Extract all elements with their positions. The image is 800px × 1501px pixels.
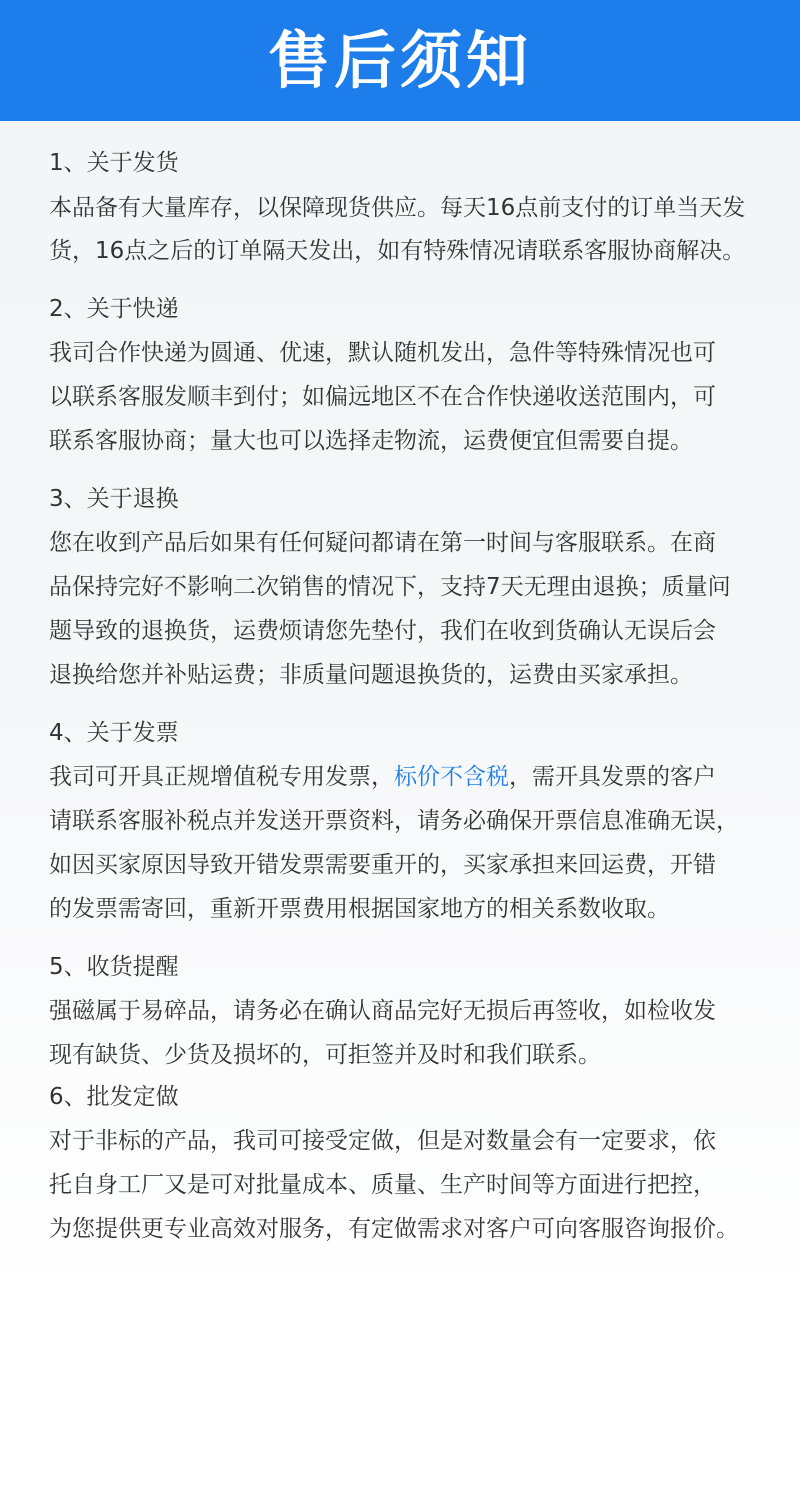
section-text-line: 货，16点之后的订单隔天发出，如有特殊情况请联系客服协商解决。 — [49, 238, 746, 264]
section-text-line: 您在收到产品后如果有任何疑问都请在第一时间与客服联系。在商 — [49, 530, 716, 556]
page-header — [0, 0, 800, 121]
section-text-line: 强磁属于易碎品，请务必在确认商品完好无损后再签收，如检收发 — [49, 998, 716, 1024]
section-text-line: 现有缺货、少货及损坏的，可拒签并及时和我们联系。 — [49, 1042, 601, 1068]
section-text-line: 我司合作快递为圆通、优速，默认随机发出，急件等特殊情况也可 — [49, 340, 716, 366]
invoice-text-start: 我司可开具正规增值税专用发票， — [49, 764, 394, 790]
section-text-line: 联系客服协商；量大也可以选择走物流，运费便宜但需要自提。 — [49, 428, 693, 454]
section-heading-returns: 3、关于退换 — [49, 486, 179, 512]
section-text-line: 托自身工厂又是可对批量成本、质量、生产时间等方面进行把控， — [49, 1172, 716, 1198]
section-text-line — [49, 762, 716, 792]
price-excludes-tax-highlight: 标价不含税 — [394, 764, 509, 790]
section-heading-shipping: 1、关于发货 — [49, 150, 179, 176]
section-text-line: 品保持完好不影响二次销售的情况下，支持7天无理由退换；质量问 — [49, 574, 731, 600]
section-text-line: 对于非标的产品，我司可接受定做，但是对数量会有一定要求，依 — [49, 1128, 716, 1154]
section-text-line: 题导致的退换货，运费烦请您先垫付，我们在收到货确认无误后会 — [49, 618, 716, 644]
section-text-line: 本品备有大量库存，以保障现货供应。每天16点前支付的订单当天发 — [49, 195, 746, 221]
page-title: 售后须知 — [267, 23, 532, 97]
section-heading-invoice: 4、关于发票 — [49, 720, 179, 746]
section-heading-wholesale: 6、批发定做 — [49, 1084, 179, 1110]
invoice-text-end: ，需开具发票的客户 — [509, 764, 716, 790]
section-heading-courier: 2、关于快递 — [49, 296, 179, 322]
section-text-line: 为您提供更专业高效对服务，有定做需求对客户可向客服咨询报价。 — [49, 1216, 739, 1242]
section-text-line: 如因买家原因导致开错发票需要重开的，买家承担来回运费，开错 — [49, 852, 716, 878]
section-text-line: 以联系客服发顺丰到付；如偏远地区不在合作快递收送范围内，可 — [49, 384, 716, 410]
section-text-line: 请联系客服补税点并发送开票资料，请务必确保开票信息准确无误， — [49, 808, 739, 834]
section-text-line: 的发票需寄回，重新开票费用根据国家地方的相关系数收取。 — [49, 896, 670, 922]
section-text-line: 退换给您并补贴运费；非质量问题退换货的，运费由买家承担。 — [49, 662, 693, 688]
section-heading-receipt: 5、收货提醒 — [49, 954, 179, 980]
